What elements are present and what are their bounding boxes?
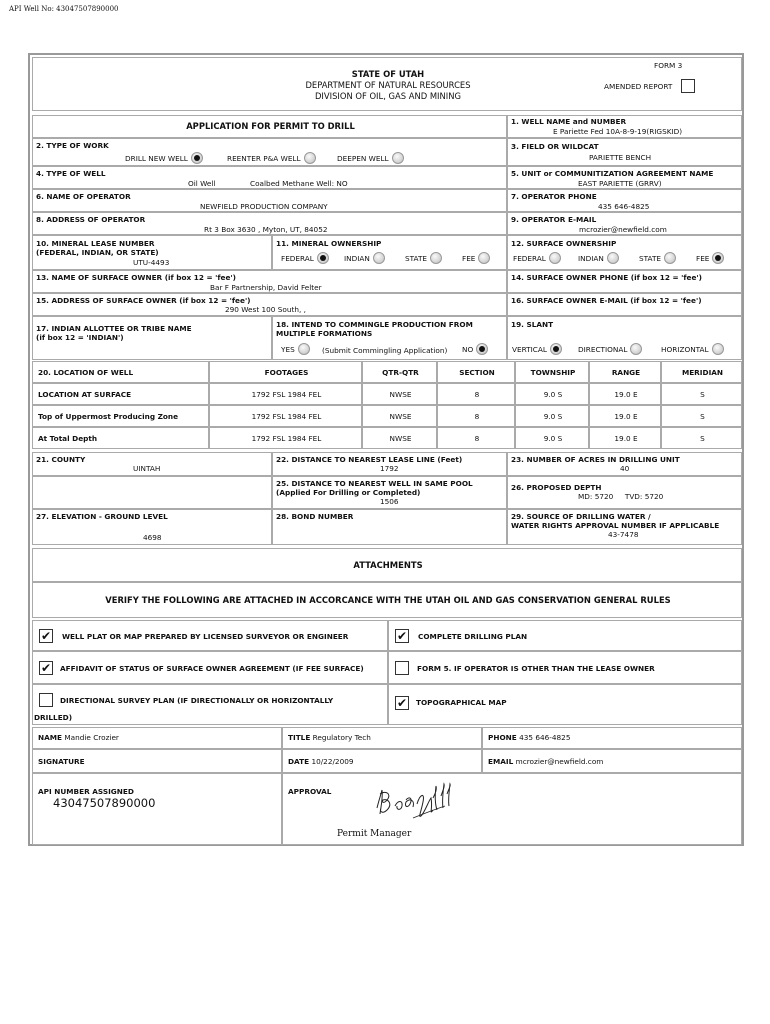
name-label: NAME [38, 733, 62, 742]
field-8-label: 8. ADDRESS OF OPERATOR [36, 215, 146, 224]
amended-report-label: AMENDED REPORT [604, 82, 673, 91]
elevation-value: 4698 [143, 533, 162, 542]
surface-state-option[interactable] [639, 252, 676, 264]
field-7 [507, 189, 742, 212]
mineral-fee-label: FEE [462, 253, 476, 263]
loc-qtr: NWSE [389, 434, 412, 443]
loc-township: 9.0 S [543, 412, 563, 421]
loc-section: 8 [474, 412, 480, 421]
commingle-no-label: NO [462, 344, 474, 354]
phone-value: 435 646-4825 [519, 733, 571, 742]
loc-cell [515, 383, 589, 405]
date-label: DATE [288, 757, 310, 766]
field-27-label: 27. ELEVATION - GROUND LEVEL [36, 512, 168, 521]
loc-header-text: SECTION [459, 368, 495, 377]
title-field [288, 733, 371, 742]
field-23 [507, 452, 742, 476]
deepen-label: DEEPEN WELL [337, 153, 389, 163]
loc-section: 8 [474, 434, 480, 443]
application-title: APPLICATION FOR PERMIT TO DRILL [186, 121, 355, 131]
field-9 [507, 212, 742, 235]
county-value: UINTAH [133, 464, 161, 473]
loc-header-text: MERIDIAN [681, 368, 724, 377]
attachments-verify [32, 582, 742, 618]
date-cell [282, 749, 482, 773]
field-2 [32, 138, 507, 166]
field-14 [507, 270, 742, 293]
loc-cell [437, 383, 515, 405]
drill-new-well-label: DRILL NEW WELL [125, 153, 188, 163]
well-plat-label: WELL PLAT OR MAP PREPARED BY LICENSED SURVEYOR OR ENGINEER [62, 632, 349, 641]
field-29 [507, 509, 742, 545]
mineral-state-label: STATE [405, 253, 428, 263]
approver-title: Permit Manager [337, 829, 412, 839]
mineral-federal-label: FEDERAL [281, 253, 314, 263]
field-11-label: 11. MINERAL OWNERSHIP [276, 239, 382, 248]
well-plat-checkbox[interactable]: ✔ [40, 629, 52, 643]
field-8 [32, 212, 507, 235]
loc-range: 19.0 E [614, 390, 638, 399]
operator-address-value: Rt 3 Box 3630 , Myton, UT, 84052 [204, 225, 328, 234]
mineral-state-radio[interactable] [430, 252, 442, 264]
field-7-label: 7. OPERATOR PHONE [511, 192, 597, 201]
operator-name-value: NEWFIELD PRODUCTION COMPANY [200, 202, 328, 211]
commingle-no-radio[interactable] [476, 343, 488, 355]
slant-horizontal-label: HORIZONTAL [661, 344, 709, 354]
field-19-label: 19. SLANT [511, 320, 554, 329]
mineral-federal-option[interactable] [281, 252, 329, 264]
commingle-no-option[interactable] [462, 343, 488, 355]
mineral-state-option[interactable] [405, 252, 442, 264]
field-1-label: 1. WELL NAME and NUMBER [511, 117, 627, 126]
operator-phone-value: 435 646-4825 [598, 202, 650, 211]
drill-new-well-option[interactable] [125, 152, 203, 164]
mineral-fee-radio[interactable] [478, 252, 490, 264]
loc-township: 9.0 S [543, 390, 563, 399]
drill-new-well-radio[interactable] [191, 152, 203, 164]
commingle-note: (Submit Commingling Application) [322, 346, 448, 355]
loc-cell [589, 405, 661, 427]
deepen-option[interactable] [337, 152, 404, 164]
slant-directional-option[interactable] [578, 343, 642, 355]
email-field [488, 757, 603, 766]
loc-header-location [32, 361, 209, 383]
email-cell [482, 749, 742, 773]
field-18-label: 18. INTEND TO COMMINGLE PRODUCTION FROM [276, 320, 473, 329]
reenter-label: REENTER P&A WELL [227, 153, 301, 163]
directional-label: DIRECTIONAL SURVEY PLAN (IF DIRECTIONALLY OR HORIZONTALLY [60, 696, 334, 705]
loc-row-label: LOCATION AT SURFACE [38, 390, 132, 399]
loc-township: 9.0 S [543, 434, 563, 443]
loc-meridian: S [700, 412, 705, 421]
title-block [32, 57, 742, 111]
attach-well-plat [32, 620, 388, 651]
loc-header-township [515, 361, 589, 383]
reenter-radio[interactable] [304, 152, 316, 164]
field-4 [32, 166, 507, 189]
loc-meridian: S [700, 434, 705, 443]
signature-cell [32, 749, 282, 773]
form5-checkbox[interactable] [395, 661, 409, 675]
well-name-value: E Pariette Fed 10A-8-9-19(RIGSKID) [553, 127, 683, 136]
surface-fee-label: FEE [696, 253, 710, 263]
api-well-header: API Well No: 43047507890000 [9, 5, 119, 13]
field-10-label: 10. MINERAL LEASE NUMBER [36, 239, 155, 248]
title-value: Regulatory Tech [312, 733, 371, 742]
directional-label-cont: DRILLED) [34, 713, 73, 722]
loc-cell [209, 383, 362, 405]
attach-affidavit [32, 651, 388, 684]
drilling-plan-checkbox[interactable]: ✔ [396, 629, 408, 643]
slant-horizontal-radio[interactable] [712, 343, 724, 355]
date-field [288, 757, 354, 766]
loc-cell [661, 383, 742, 405]
field-18-sublabel: MULTIPLE FORMATIONS [276, 329, 373, 338]
approval-cell [282, 773, 742, 845]
surface-state-radio[interactable] [664, 252, 676, 264]
field-17-label: 17. INDIAN ALLOTTEE OR TRIBE NAME [36, 324, 192, 333]
loc-footages: 1792 FSL 1984 FEL [251, 390, 322, 399]
coalbed-methane-value: Coalbed Methane Well: NO [250, 179, 348, 188]
surface-indian-option[interactable] [578, 252, 619, 264]
field-10-sublabel: (FEDERAL, INDIAN, OR STATE) [36, 248, 159, 257]
loc-header-qtr [362, 361, 437, 383]
topo-map-label: TOPOGRAPHICAL MAP [416, 698, 507, 707]
field-21-label: 21. COUNTY [36, 455, 86, 464]
loc-range: 19.0 E [614, 412, 638, 421]
loc-header-text: RANGE [611, 368, 641, 377]
mineral-federal-radio[interactable] [317, 252, 329, 264]
field-5 [507, 166, 742, 189]
field-16-label: 16. SURFACE OWNER E-MAIL (if box 12 = 'fee') [511, 296, 702, 305]
loc-cell [362, 427, 437, 449]
title-cell [282, 727, 482, 749]
field-15-label: 15. ADDRESS OF SURFACE OWNER (if box 12 = 'fee') [36, 296, 251, 305]
field-18 [272, 316, 507, 360]
loc-header-text: QTR-QTR [382, 368, 419, 377]
loc-header-text: FOOTAGES [264, 368, 309, 377]
loc-footages: 1792 FSL 1984 FEL [251, 434, 322, 443]
field-6 [32, 189, 507, 212]
attach-drilling-plan [388, 620, 742, 651]
proposed-depth-value: MD: 5720 TVD: 5720 [578, 492, 664, 501]
loc-cell [362, 383, 437, 405]
surface-federal-label: FEDERAL [513, 253, 546, 263]
field-14-label: 14. SURFACE OWNER PHONE (if box 12 = 'fee') [511, 273, 702, 282]
field-15 [32, 293, 507, 316]
mineral-indian-radio[interactable] [373, 252, 385, 264]
loc-cell [589, 427, 661, 449]
name-value: Mandie Crozier [64, 733, 119, 742]
acres-value: 40 [620, 464, 630, 473]
email-label: EMAIL [488, 757, 514, 766]
attach-directional [32, 684, 388, 725]
field-16 [507, 293, 742, 316]
surface-owner-name-value: Bar F Partnership, David Felter [210, 283, 322, 292]
field-22-label: 22. DISTANCE TO NEAREST LEASE LINE (Feet) [276, 455, 463, 464]
department-title: DEPARTMENT OF NATURAL RESOURCES [305, 80, 471, 90]
attachments-title: ATTACHMENTS [353, 560, 423, 570]
loc-cell [437, 405, 515, 427]
slant-vertical-radio[interactable] [550, 343, 562, 355]
name-cell [32, 727, 282, 749]
slant-vertical-option[interactable] [512, 343, 562, 355]
loc-qtr: NWSE [389, 412, 412, 421]
surface-indian-label: INDIAN [578, 253, 604, 263]
mineral-lease-value: UTU-4493 [133, 258, 170, 267]
field-17 [32, 316, 272, 360]
loc-cell [515, 405, 589, 427]
unit-agreement-value: EAST PARIETTE (GRRV) [578, 179, 662, 188]
surface-indian-radio[interactable] [607, 252, 619, 264]
field-23-label: 23. NUMBER OF ACRES IN DRILLING UNIT [511, 455, 680, 464]
mineral-indian-label: INDIAN [344, 253, 370, 263]
phone-cell [482, 727, 742, 749]
commingle-yes-radio[interactable] [298, 343, 310, 355]
field-26 [507, 476, 742, 509]
api-assigned-value: 43047507890000 [53, 796, 156, 810]
field-29-label: 29. SOURCE OF DRILLING WATER / [511, 512, 651, 521]
field-13 [32, 270, 507, 293]
field-25-label: 25. DISTANCE TO NEAREST WELL IN SAME POOL [276, 479, 473, 488]
loc-cell [589, 383, 661, 405]
loc-header-section [437, 361, 515, 383]
field-13-label: 13. NAME OF SURFACE OWNER (if box 12 = 'fee') [36, 273, 236, 282]
loc-cell [437, 427, 515, 449]
email-value: mcrozier@newfield.com [515, 757, 604, 766]
field-26-label: 26. PROPOSED DEPTH [511, 483, 602, 492]
loc-cell [661, 427, 742, 449]
app-title-cell [32, 115, 507, 138]
loc-header-text: TOWNSHIP [530, 368, 576, 377]
division-title: DIVISION OF OIL, GAS AND MINING [314, 91, 462, 101]
field-6-label: 6. NAME OF OPERATOR [36, 192, 131, 201]
field-25 [272, 476, 507, 509]
field-wildcat-value: PARIETTE BENCH [589, 153, 652, 162]
affidavit-checkbox[interactable]: ✔ [40, 661, 52, 675]
surface-federal-radio[interactable] [549, 252, 561, 264]
field-9-label: 9. OPERATOR E-MAIL [511, 215, 597, 224]
form-3 [28, 53, 744, 846]
field-25-sublabel: (Applied For Drilling or Completed) [276, 488, 421, 497]
loc-qtr: NWSE [389, 390, 412, 399]
field-29-sublabel: WATER RIGHTS APPROVAL NUMBER IF APPLICABLE [511, 521, 720, 530]
loc-section: 8 [474, 390, 480, 399]
field-3-label: 3. FIELD OR WILDCAT [511, 142, 599, 151]
field-12 [507, 235, 742, 270]
loc-cell [32, 383, 209, 405]
affidavit-label: AFFIDAVIT OF STATUS OF SURFACE OWNER AGREEMENT (IF FEE SURFACE) [60, 664, 364, 673]
water-rights-value: 43-7478 [608, 530, 639, 539]
field-21 [32, 452, 272, 476]
slant-directional-label: DIRECTIONAL [578, 344, 628, 354]
field-22 [272, 452, 507, 476]
loc-cell [209, 405, 362, 427]
loc-header-meridian [661, 361, 742, 383]
field-10 [32, 235, 272, 270]
loc-header-footages [209, 361, 362, 383]
loc-cell [515, 427, 589, 449]
surface-fee-option[interactable] [696, 252, 724, 264]
field-11 [272, 235, 507, 270]
slant-directional-radio[interactable] [630, 343, 642, 355]
field-28 [272, 509, 507, 545]
surface-state-label: STATE [639, 253, 662, 263]
operator-email-value: mcrozier@newfield.com [579, 225, 667, 234]
date-value: 10/22/2009 [311, 757, 354, 766]
name-field [38, 733, 119, 742]
form5-label: FORM 5. IF OPERATOR IS OTHER THAN THE LEASE OWNER [417, 664, 655, 673]
directional-checkbox[interactable] [39, 693, 53, 707]
field-19 [507, 316, 742, 360]
mineral-indian-option[interactable] [344, 252, 385, 264]
phone-field [488, 733, 570, 742]
loc-row-label: Top of Uppermost Producing Zone [38, 412, 179, 421]
form-number: FORM 3 [654, 61, 683, 70]
loc-range: 19.0 E [614, 434, 638, 443]
approver-signature [373, 780, 473, 824]
signature-label: SIGNATURE [38, 757, 85, 766]
loc-header-range [589, 361, 661, 383]
slant-vertical-label: VERTICAL [512, 344, 547, 354]
field-28-label: 28. BOND NUMBER [276, 512, 354, 521]
deepen-radio[interactable] [392, 152, 404, 164]
commingle-yes-label: YES [281, 344, 295, 354]
reenter-option[interactable] [227, 152, 316, 164]
surface-federal-option[interactable] [513, 252, 561, 264]
verify-text: VERIFY THE FOLLOWING ARE ATTACHED IN ACCORCANCE WITH THE UTAH OIL AND GAS CONSERVATION GENERAL RULES [105, 595, 671, 605]
field-27 [32, 509, 272, 545]
surface-fee-radio[interactable] [712, 252, 724, 264]
title-label: TITLE [288, 733, 311, 742]
field-12-label: 12. SURFACE OWNERSHIP [511, 239, 617, 248]
loc-footages: 1792 FSL 1984 FEL [251, 412, 322, 421]
loc-cell [209, 427, 362, 449]
approval-label: APPROVAL [288, 787, 332, 796]
surface-owner-address-value: 290 West 100 South, , [225, 305, 306, 314]
attachments-header [32, 548, 742, 582]
loc-cell [32, 427, 209, 449]
loc-cell [661, 405, 742, 427]
field-1 [507, 115, 742, 138]
amended-report-checkbox[interactable] [681, 79, 695, 93]
field-2-label: 2. TYPE OF WORK [36, 141, 109, 150]
field-4-label: 4. TYPE OF WELL [36, 169, 106, 178]
field-3 [507, 138, 742, 166]
attach-form5 [388, 651, 742, 684]
nearest-well-value: 1506 [380, 497, 399, 506]
topo-map-checkbox[interactable]: ✔ [396, 696, 408, 710]
drilling-plan-label: COMPLETE DRILLING PLAN [418, 632, 528, 641]
commingle-yes-option[interactable] [281, 343, 310, 355]
mineral-fee-option[interactable] [462, 252, 490, 264]
lease-line-distance-value: 1792 [380, 464, 399, 473]
loc-meridian: S [700, 390, 705, 399]
slant-horizontal-option[interactable] [661, 343, 724, 355]
well-type-value: Oil Well [188, 179, 216, 188]
loc-cell [32, 405, 209, 427]
phone-label: PHONE [488, 733, 517, 742]
api-cell [32, 773, 282, 845]
field-17-sublabel: (if box 12 = 'INDIAN') [36, 333, 124, 342]
field-24-blank [32, 476, 272, 509]
loc-header-text: 20. LOCATION OF WELL [38, 368, 134, 377]
loc-row-label: At Total Depth [38, 434, 98, 443]
api-assigned-label: API NUMBER ASSIGNED [38, 787, 134, 796]
field-5-label: 5. UNIT or COMMUNITIZATION AGREEMENT NAME [511, 169, 714, 178]
state-title: STATE OF UTAH [351, 69, 425, 79]
loc-cell [362, 405, 437, 427]
attach-topo-map [388, 684, 742, 725]
